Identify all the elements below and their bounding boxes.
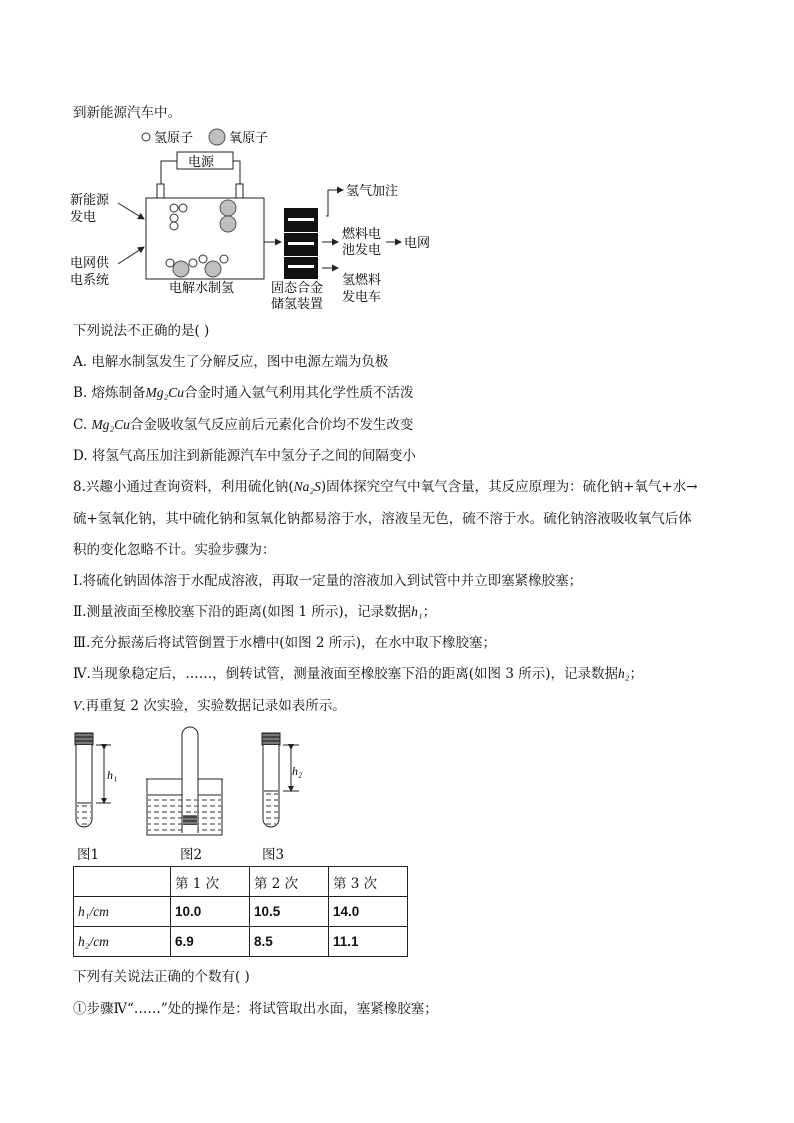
q8-line1: 8.兴趣小通过查询资料，利用硫化钠(Na₂S)固体探究空气中氧气含量，其反应原理为：硫化钠+氧气+水→: [73, 479, 698, 495]
q7-option-b: B. 熔炼制备Mg₂Cu合金时通入氩气利用其化学性质不活泼: [73, 385, 414, 401]
figure-3-tube: [262, 733, 299, 827]
output-refuel: 氢气加注: [346, 184, 399, 199]
table-cell: 8.5: [250, 927, 329, 957]
table-cell: 10.5: [250, 897, 329, 927]
q8-item1: ①步骤Ⅳ“……”处的操作是：将试管取出水面，塞紧橡胶塞；: [73, 1001, 438, 1017]
input-renewable-2: 发电: [70, 210, 97, 225]
electrolysis-label: 电解水制氢: [169, 281, 235, 296]
solid-alloy-storage: [284, 208, 318, 279]
table-cell: 11.1: [329, 927, 408, 957]
results-table: [73, 866, 408, 957]
fig3-caption: 图3: [262, 847, 285, 863]
row-label-h1: h₁/cm: [74, 897, 171, 927]
q8-step1: Ⅰ.将硫化钠固体溶于水配成溶液，再取一定量的溶液加入到试管中并立即塞紧橡胶塞；: [73, 573, 583, 589]
hydrogen-atom-icon: [142, 133, 150, 141]
input-grid-2: 电系统: [70, 273, 110, 288]
q7-option-a: A. 电解水制氢发生了分解反应，图中电源左端为负极: [73, 354, 389, 370]
output-fuelcell-2: 池发电: [342, 243, 382, 258]
table-cell: 14.0: [329, 897, 408, 927]
legend-oxygen: 氧原子: [229, 131, 269, 146]
q7-question: 下列说法不正确的是( ): [73, 323, 210, 339]
output-vehicle-1: 氢燃料: [342, 273, 382, 288]
fig3-h2-label: h₂: [292, 764, 303, 778]
figure-2-trough: [146, 727, 223, 835]
fig1-caption: 图1: [77, 847, 100, 863]
q8-step3: Ⅲ.充分振荡后将试管倒置于水槽中(如图 2 所示)，在水中取下橡胶塞；: [73, 635, 497, 651]
figure-1-tube: [75, 733, 111, 827]
output-grid: 电网: [404, 236, 431, 251]
q7-option-d: D. 将氢气高压加注到新能源汽车中氢分子之间的间隔变小: [73, 448, 416, 464]
power-label: 电源: [188, 155, 215, 170]
output-fuelcell-1: 燃料电: [342, 227, 382, 242]
input-grid-1: 电网供: [70, 256, 110, 271]
table-row: [74, 927, 408, 957]
formula-na2s: Na₂S: [293, 479, 321, 494]
legend-hydrogen: 氢原子: [154, 131, 194, 146]
hydrogen-energy-diagram: [66, 124, 446, 314]
row-label-h2: h₂/cm: [74, 927, 171, 957]
oxygen-atom-icon: [209, 129, 225, 145]
q8-step5: V.再重复 2 次实验，实验数据记录如表所示。: [73, 698, 346, 714]
q8-question: 下列有关说法正确的个数有( ): [73, 969, 250, 985]
output-vehicle-2: 发电车: [342, 290, 382, 305]
q8-step4: Ⅳ.当现象稳定后，……，倒转试管，测量液面至橡胶塞下沿的距离(如图 3 所示)，记录数据h₂；: [73, 666, 643, 682]
table-cell: 10.0: [171, 897, 250, 927]
formula-mg2cu: Mg₂Cu: [145, 385, 184, 400]
fig1-h1-label: h₁: [107, 768, 118, 782]
q8-line2: 硫+氢氧化钠，其中硫化钠和氢氧化钠都易溶于水，溶液呈无色，硫不溶于水。硫化钠溶液吸收氧气后体: [73, 511, 692, 527]
test-tube-figures: [66, 725, 326, 840]
fig2-caption: 图2: [180, 847, 203, 863]
q7-intro-tail: 到新能源汽车中。: [73, 105, 181, 121]
q7-option-c: C. Mg₂Cu合金吸收氢气反应前后元素化合价均不发生改变: [73, 417, 414, 433]
q8-step2: Ⅱ.测量液面至橡胶塞下沿的距离(如图 1 所示)，记录数据h₁；: [73, 604, 437, 620]
q8-line3: 积的变化忽略不计。实验步骤为：: [73, 542, 276, 558]
storage-label-2: 储氢装置: [271, 297, 324, 312]
storage-label-1: 固态合金: [271, 281, 324, 296]
table-row: [74, 897, 408, 927]
table-cell: 6.9: [171, 927, 250, 957]
input-renewable-1: 新能源: [70, 193, 110, 208]
table-header-row: 第 1 次 第 2 次 第 3 次: [74, 867, 408, 897]
formula-mg2cu: Mg₂Cu: [91, 417, 130, 432]
